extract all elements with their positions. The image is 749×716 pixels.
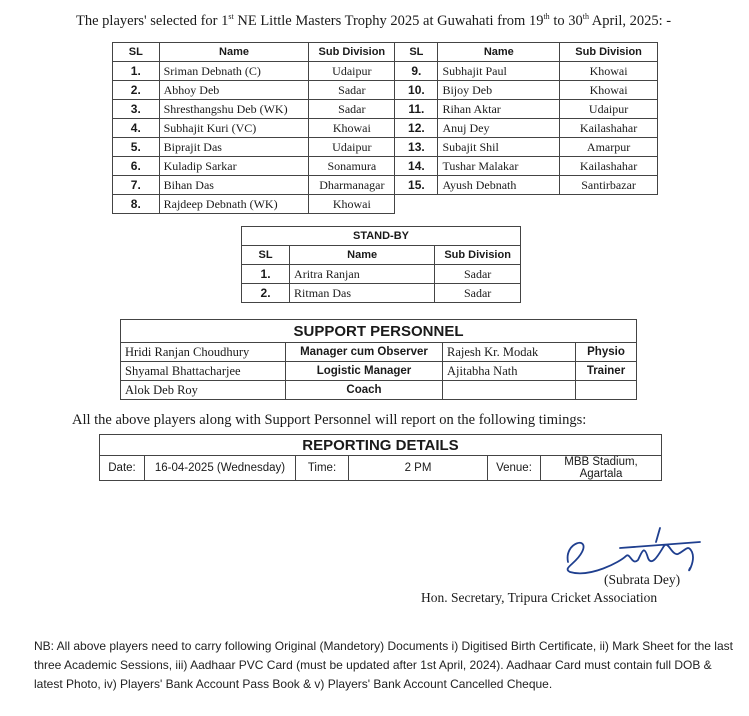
support-role: Logistic Manager <box>286 362 443 381</box>
venue-label: Venue: <box>488 456 541 481</box>
player-sl: 7. <box>113 176 160 195</box>
table-row <box>113 176 658 195</box>
player-sub-division: Kailashahar <box>560 119 658 138</box>
table-row <box>113 81 658 100</box>
standby-sub-division: Sadar <box>435 265 521 284</box>
player-sl: 14. <box>395 157 438 176</box>
player-sl: 3. <box>113 100 160 119</box>
reporting-details-table <box>99 434 662 481</box>
signatory-title: Hon. Secretary, Tripura Cricket Association <box>421 590 658 605</box>
standby-caption: STAND-BY <box>242 227 521 246</box>
player-sub-division: Udaipur <box>560 100 658 119</box>
player-sub-division: Santirbazar <box>560 176 658 195</box>
player-name: Kuladip Sarkar <box>159 157 309 176</box>
intro-sup-1: st <box>228 12 234 21</box>
support-name: Hridi Ranjan Choudhury <box>121 343 286 362</box>
intro-text <box>76 8 716 30</box>
intro-part-1: The players' selected for 1 <box>76 12 229 29</box>
table-row <box>242 284 521 303</box>
standby-name: Aritra Ranjan <box>290 265 435 284</box>
table-row <box>113 100 658 119</box>
player-sub-division: Udaipur <box>309 62 395 81</box>
header-name: Name <box>438 43 560 62</box>
player-sl: 13. <box>395 138 438 157</box>
player-name: Tushar Malakar <box>438 157 560 176</box>
player-name: Ayush Debnath <box>438 176 560 195</box>
player-sub-division: Khowai <box>309 119 395 138</box>
player-sub-division: Dharmanagar <box>309 176 395 195</box>
support-personnel-table <box>120 319 637 400</box>
support-role <box>576 381 637 400</box>
standby-caption-row <box>242 227 521 246</box>
venue-value: MBB Stadium, Agartala <box>541 456 662 481</box>
table-row <box>100 456 662 481</box>
table-row <box>113 157 658 176</box>
header-sl: SL <box>242 246 290 265</box>
player-name: Bihan Das <box>159 176 309 195</box>
player-sl: 9. <box>395 62 438 81</box>
standby-table <box>241 226 521 303</box>
intro-part-3: to 30 <box>549 12 583 29</box>
player-name: Subhajit Kuri (VC) <box>159 119 309 138</box>
support-title: SUPPORT PERSONNEL <box>121 320 637 343</box>
player-sub-division: Kailashahar <box>560 157 658 176</box>
header-sub-division: Sub Division <box>560 43 658 62</box>
player-name: Subajit Shil <box>438 138 560 157</box>
nb-note: NB: All above players need to carry following Original (Mandetory) Documents i) Digitised Birth Certificate, ii) Mark Sheet for the last three Academic Sessions, iii) Aadhaar PVC Card (must be updated after 1st April, 2024). Aadhaar Card must contain full DOB & latest Photo, iv) Players' Bank Account Pass Book & v) Players' Bank Account Cancelled Cheque. <box>34 639 733 691</box>
players-table <box>112 42 658 214</box>
reporting-title: REPORTING DETAILS <box>100 435 662 456</box>
header-name: Name <box>159 43 309 62</box>
intro-sup-2: th <box>543 12 550 21</box>
support-role: Trainer <box>576 362 637 381</box>
player-sub-division: Khowai <box>560 62 658 81</box>
player-sl: 1. <box>113 62 160 81</box>
player-name: Biprajit Das <box>159 138 309 157</box>
player-sub-division: Sadar <box>309 81 395 100</box>
player-name: Abhoy Deb <box>159 81 309 100</box>
support-name: Alok Deb Roy <box>121 381 286 400</box>
table-row <box>242 265 521 284</box>
player-sl: 5. <box>113 138 160 157</box>
player-sl: 6. <box>113 157 160 176</box>
player-name: Rihan Aktar <box>438 100 560 119</box>
support-title-row <box>121 320 637 343</box>
header-sub-division: Sub Division <box>435 246 521 265</box>
player-name: Anuj Dey <box>438 119 560 138</box>
time-label: Time: <box>296 456 349 481</box>
support-role: Manager cum Observer <box>286 343 443 362</box>
report-note: All the above players along with Support Personnel will report on the following timings: <box>72 412 587 428</box>
table-row <box>113 195 658 214</box>
standby-sl: 2. <box>242 284 290 303</box>
players-header-row <box>113 43 658 62</box>
player-sl: 11. <box>395 100 438 119</box>
player-sub-division: Udaipur <box>309 138 395 157</box>
support-name: Ajitabha Nath <box>443 362 576 381</box>
player-sl: 2. <box>113 81 160 100</box>
support-name: Rajesh Kr. Modak <box>443 343 576 362</box>
table-row <box>113 119 658 138</box>
player-sub-division: Amarpur <box>560 138 658 157</box>
date-label: Date: <box>100 456 145 481</box>
header-sl: SL <box>113 43 160 62</box>
player-sub-division: Sadar <box>309 100 395 119</box>
table-row <box>113 138 658 157</box>
player-sl: 4. <box>113 119 160 138</box>
support-role: Coach <box>286 381 443 400</box>
table-row <box>121 343 637 362</box>
standby-header-row <box>242 246 521 265</box>
header-name: Name <box>290 246 435 265</box>
intro-sup-3: th <box>582 12 589 21</box>
signatory-name: (Subrata Dey) <box>604 572 681 587</box>
reporting-title-row <box>100 435 662 456</box>
player-sl: 12. <box>395 119 438 138</box>
standby-name: Ritman Das <box>290 284 435 303</box>
support-name <box>443 381 576 400</box>
header-sub-division: Sub Division <box>309 43 395 62</box>
player-name: Rajdeep Debnath (WK) <box>159 195 309 214</box>
player-sl: 15. <box>395 176 438 195</box>
player-sub-division: Khowai <box>560 81 658 100</box>
player-sl: 8. <box>113 195 160 214</box>
intro-part-2: NE Little Masters Trophy 2025 at Guwahati from 19 <box>233 12 544 29</box>
player-name: Shresthangshu Deb (WK) <box>159 100 309 119</box>
table-row <box>121 381 637 400</box>
player-name: Sriman Debnath (C) <box>159 62 309 81</box>
standby-sl: 1. <box>242 265 290 284</box>
player-name: Subhajit Paul <box>438 62 560 81</box>
table-row <box>121 362 637 381</box>
standby-sub-division: Sadar <box>435 284 521 303</box>
player-sub-division: Khowai <box>309 195 395 214</box>
time-value: 2 PM <box>349 456 488 481</box>
intro-part-4: April, 2025: - <box>588 12 672 29</box>
player-sub-division: Sonamura <box>309 157 395 176</box>
table-row <box>113 62 658 81</box>
player-sl: 10. <box>395 81 438 100</box>
support-role: Physio <box>576 343 637 362</box>
empty-cell <box>395 195 658 214</box>
date-value: 16-04-2025 (Wednesday) <box>145 456 296 481</box>
header-sl: SL <box>395 43 438 62</box>
support-name: Shyamal Bhattacharjee <box>121 362 286 381</box>
player-name: Bijoy Deb <box>438 81 560 100</box>
